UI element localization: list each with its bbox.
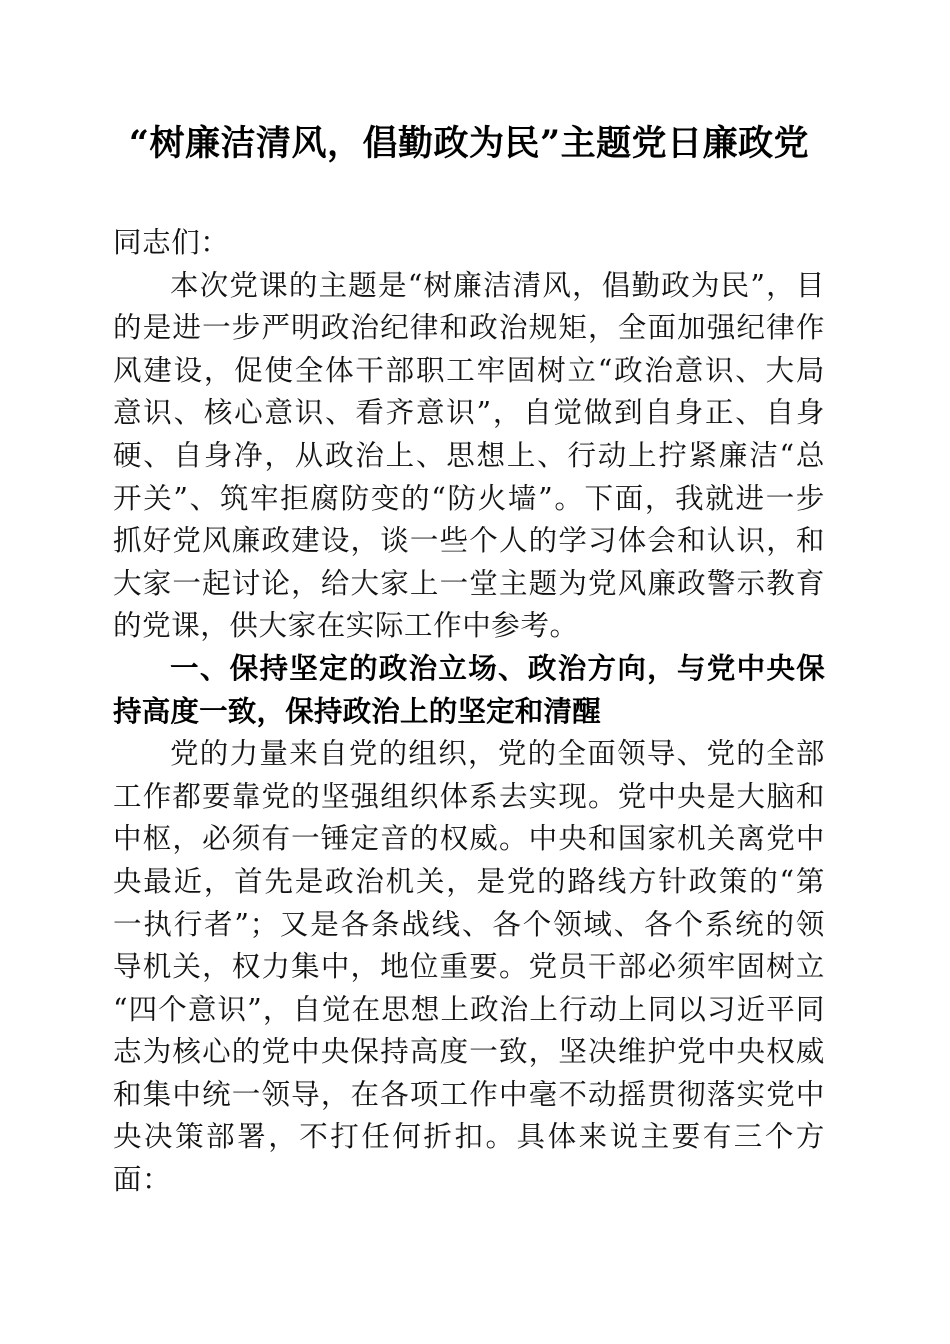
paragraph-section-1-body: 党的力量来自党的组织，党的全面领导、党的全部工作都要靠党的坚强组织体系去实现。党中央是大脑和中枢，必须有一锤定音的权威。中央和国家机关离党中央最近，首先是政治机关，是党的路线方针政策的“第一执行者”；又是各条战线、各个领域、各个系统的领导机关，权力集中，地位重要。党员干部必须牢固树立“四个意识”，自觉在思想上政治上行动上同以习近平同志为核心的党中央保持高度一致，坚决维护党中央权威和集中统一领导，在各项工作中毫不动摇贯彻落实党中央决策部署，不打任何折扣。具体来说主要有三个方面： (113, 737, 825, 1197)
paragraph-intro: 本次党课的主题是“树廉洁清风，倡勤政为民”，目的是进一步严明政治纪律和政治规矩，全面加强纪律作风建设，促使全体干部职工牢固树立“政治意识、大局意识、核心意识、看齐意识”，自觉做到自身正、自身硬、自身净，从政治上、思想上、行动上拧紧廉洁“总开关”、筑牢拒腐防变的“防火墙”。下面，我就进一步抓好党风廉政建设，谈一些个人的学习体会和认识，和大家一起讨论，给大家上一堂主题为党风廉政警示教育的党课，供大家在实际工作中参考。 (113, 268, 825, 643)
salutation: 同志们： (113, 226, 230, 259)
page-title (113, 118, 825, 170)
document-body (113, 118, 825, 1202)
page-title-line-1: “树廉洁清风，倡勤政为民”主题党日廉政党 (128, 123, 810, 164)
section-heading-1: 一、保持坚定的政治立场、政治方向，与党中央保持高度一致，保持政治上的坚定和清醒 (113, 651, 825, 728)
